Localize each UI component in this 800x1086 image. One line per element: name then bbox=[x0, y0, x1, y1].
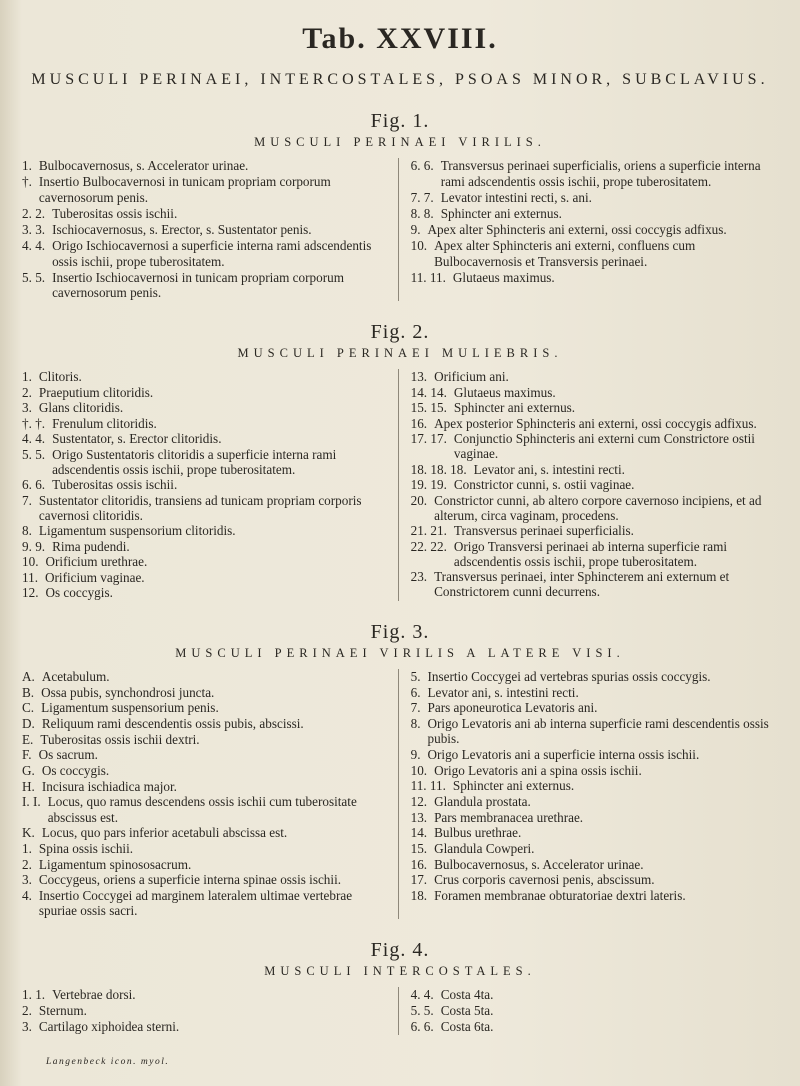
legend-text: Sphincter ani externus. bbox=[440, 205, 562, 221]
legend-item bbox=[411, 462, 782, 477]
legend-number: D. bbox=[22, 715, 35, 731]
figures-container bbox=[18, 110, 782, 1035]
legend-text: Bulbus urethrae. bbox=[434, 825, 522, 841]
legend-number: 20. bbox=[410, 492, 428, 508]
legend-number: 9. 9. bbox=[22, 538, 46, 554]
legend-column-left bbox=[22, 669, 398, 919]
legend-item bbox=[22, 888, 384, 918]
legend-number: 17. bbox=[410, 872, 428, 888]
legend-item bbox=[411, 493, 782, 523]
legend-number: 19. 19. bbox=[410, 477, 447, 493]
figure-title: Fig. 2. bbox=[370, 321, 430, 344]
legend-number: C. bbox=[22, 700, 35, 716]
legend-number: 5. bbox=[410, 668, 421, 684]
legend-item bbox=[22, 238, 384, 269]
legend-item bbox=[411, 190, 782, 206]
legend-number: A. bbox=[22, 668, 35, 684]
legend-number: 6. 6. bbox=[410, 158, 434, 173]
legend-item bbox=[411, 857, 782, 872]
legend-text: Constrictor cunni, ab altero corpore cavernoso incipiens, et ad alterum, circa vaginam, procedens. bbox=[434, 492, 762, 523]
legend-number: 1. bbox=[22, 369, 32, 385]
legend-text: Bulbocavernosus, s. Accelerator urinae. bbox=[434, 856, 644, 872]
legend-text: Tuberositas ossis ischii. bbox=[52, 477, 178, 493]
legend-text: Glandula prostata. bbox=[434, 793, 531, 809]
legend-item bbox=[22, 779, 384, 794]
legend-item bbox=[411, 270, 782, 286]
legend-number: 2. bbox=[22, 384, 32, 400]
legend-text: Foramen membranae obturatoriae dextri lateris. bbox=[434, 888, 686, 904]
legend-text: Rima pudendi. bbox=[52, 538, 130, 554]
legend-item bbox=[22, 369, 384, 384]
legend-text: Cartilago xiphoidea sterni. bbox=[38, 1019, 180, 1035]
legend-item bbox=[411, 158, 782, 189]
legend-text: Costa 5ta. bbox=[440, 1003, 494, 1019]
legend-text: Reliquum rami descendentis ossis pubis, abscissi. bbox=[41, 715, 304, 731]
legend-text: Orificium ani. bbox=[434, 369, 509, 385]
legend-text: Pars membranacea urethrae. bbox=[434, 809, 584, 825]
plate-title: Tab. XXVIII. bbox=[302, 22, 498, 55]
legend-item bbox=[411, 523, 782, 538]
legend-number: 16. bbox=[410, 856, 428, 872]
legend-number: 2. 2. bbox=[22, 205, 46, 221]
figure-section bbox=[18, 939, 782, 1035]
legend-number: 5. 5. bbox=[22, 269, 46, 285]
legend-text: Glandula Cowperi. bbox=[434, 841, 535, 857]
legend-number: 11. 11. bbox=[410, 778, 446, 794]
legend-item bbox=[22, 431, 384, 446]
legend-number: 9. bbox=[410, 746, 421, 762]
legend-number: 10. bbox=[410, 237, 428, 253]
legend-number: 9. bbox=[410, 221, 421, 237]
legend-number: 8. bbox=[22, 523, 32, 539]
legend-item bbox=[411, 539, 782, 569]
legend-item bbox=[411, 1003, 782, 1019]
legend-number: 8. bbox=[410, 715, 421, 731]
legend-item bbox=[411, 369, 782, 384]
legend-number: I. I. bbox=[22, 794, 41, 810]
legend-item bbox=[411, 477, 782, 492]
legend-item bbox=[22, 825, 384, 840]
legend-text: Transversus perinaei superficialis. bbox=[453, 523, 634, 539]
legend-text: Incisura ischiadica major. bbox=[41, 778, 177, 794]
legend-number: 6. bbox=[410, 684, 421, 700]
legend-text: Frenulum clitoridis. bbox=[52, 415, 157, 431]
legend-item bbox=[22, 585, 384, 600]
legend-item bbox=[22, 493, 384, 523]
legend-item bbox=[22, 447, 384, 477]
legend-text: Locus, quo ramus descendens ossis ischii cum tuberositate abscissus est. bbox=[47, 794, 357, 825]
legend-item bbox=[22, 539, 384, 554]
legend-text: Vertebrae dorsi. bbox=[52, 987, 136, 1003]
legend-item bbox=[22, 416, 384, 431]
legend-columns bbox=[18, 369, 782, 601]
legend-text: Ossa pubis, synchondrosi juncta. bbox=[41, 684, 215, 700]
legend-number: 1. bbox=[22, 158, 32, 173]
legend-item bbox=[411, 569, 782, 599]
legend-number: H. bbox=[22, 778, 35, 794]
legend-text: Praeputium clitoridis. bbox=[38, 384, 154, 400]
legend-number: 2. bbox=[22, 856, 32, 872]
figure-section bbox=[18, 321, 782, 601]
legend-text: Locus, quo pars inferior acetabuli abscissa est. bbox=[41, 825, 288, 841]
legend-item bbox=[22, 987, 384, 1003]
legend-text: Pars aponeurotica Levatoris ani. bbox=[427, 700, 598, 716]
legend-number: 6. 6. bbox=[410, 1019, 434, 1035]
legend-number: 5. 5. bbox=[22, 446, 46, 462]
legend-number: 3. bbox=[22, 400, 32, 416]
figure-subtitle: MUSCULI PERINAEI VIRILIS A LATERE VISI. bbox=[175, 645, 625, 660]
legend-item bbox=[22, 174, 384, 205]
legend-number: 23. bbox=[410, 569, 428, 585]
legend-number: 15. bbox=[410, 841, 428, 857]
legend-number: 7. bbox=[22, 492, 32, 508]
legend-text: Glans clitoridis. bbox=[38, 400, 124, 416]
legend-text: Levator ani, s. intestini recti. bbox=[473, 461, 625, 477]
legend-text: Insertio Coccygei ad vertebras spurias ossis coccygis. bbox=[427, 668, 711, 684]
legend-item bbox=[411, 716, 782, 746]
legend-item bbox=[22, 477, 384, 492]
legend-number: 10. bbox=[410, 762, 428, 778]
legend-number: 4. 4. bbox=[410, 987, 434, 1003]
legend-item bbox=[22, 794, 384, 824]
legend-number: 4. 4. bbox=[22, 431, 46, 447]
legend-number: 10. bbox=[22, 554, 39, 570]
legend-text: Tuberositas ossis ischii. bbox=[52, 205, 178, 221]
legend-number: 1. 1. bbox=[22, 987, 46, 1003]
figure-subtitle: MUSCULI PERINAEI MULIEBRIS. bbox=[237, 346, 563, 361]
legend-number: 22. 22. bbox=[410, 538, 447, 554]
legend-columns bbox=[18, 669, 782, 919]
legend-item bbox=[411, 669, 782, 684]
legend-text: Apex posterior Sphincteris ani externi, ossi coccygis adfixus. bbox=[434, 415, 757, 431]
legend-item bbox=[22, 763, 384, 778]
legend-number: 11. bbox=[22, 569, 38, 585]
legend-number: 16. bbox=[410, 415, 428, 431]
legend-text: Os coccygis. bbox=[41, 763, 110, 779]
legend-item bbox=[22, 158, 384, 174]
legend-item bbox=[411, 685, 782, 700]
legend-item bbox=[411, 400, 782, 415]
legend-item bbox=[411, 238, 782, 269]
legend-item bbox=[22, 222, 384, 238]
legend-item bbox=[22, 857, 384, 872]
legend-text: Origo Transversi perinaei ab interna superficie rami adscendentis ossis ischii, prope tuberositatem. bbox=[453, 538, 728, 569]
legend-text: Sphincter ani externus. bbox=[452, 778, 575, 794]
legend-text: Clitoris. bbox=[38, 369, 82, 385]
legend-number: 17. 17. bbox=[410, 431, 447, 447]
legend-item bbox=[411, 763, 782, 778]
legend-column-left bbox=[22, 987, 398, 1035]
legend-item bbox=[411, 700, 782, 715]
legend-number: 12. bbox=[410, 793, 428, 809]
legend-text: Costa 4ta. bbox=[440, 987, 494, 1003]
legend-text: Origo Levatoris ani a superficie interna ossis ischii. bbox=[427, 746, 700, 762]
legend-item bbox=[411, 222, 782, 238]
legend-number: E. bbox=[22, 731, 34, 747]
legend-text: Constrictor cunni, s. ostii vaginae. bbox=[453, 477, 635, 493]
legend-text: Origo Levatoris ani a spina ossis ischii. bbox=[434, 762, 642, 778]
figure-section bbox=[18, 621, 782, 919]
legend-text: Ligamentum suspensorium clitoridis. bbox=[38, 523, 236, 539]
legend-text: Levator ani, s. intestini recti. bbox=[427, 684, 579, 700]
legend-column-right bbox=[398, 669, 782, 919]
legend-item bbox=[411, 416, 782, 431]
legend-item bbox=[22, 747, 384, 762]
footer-credit: Langenbeck icon. myol. bbox=[46, 1057, 170, 1068]
legend-item bbox=[22, 716, 384, 731]
legend-text: Orificium vaginae. bbox=[45, 569, 145, 585]
legend-item bbox=[22, 1019, 384, 1035]
legend-number: 4. bbox=[22, 888, 32, 904]
legend-number: 3. 3. bbox=[22, 221, 46, 237]
legend-item bbox=[411, 794, 782, 809]
legend-number: †. †. bbox=[22, 415, 46, 431]
legend-item bbox=[22, 554, 384, 569]
legend-text: Ligamentum suspensorium penis. bbox=[41, 700, 219, 716]
legend-text: Insertio Bulbocavernosi in tunicam propriam corporum cavernosorum penis. bbox=[38, 174, 331, 205]
legend-text: Apex alter Sphincteris ani externi, confluens cum Bulbocavernosis et Transversis perinaei. bbox=[434, 237, 696, 269]
legend-column-right bbox=[398, 987, 782, 1035]
legend-item bbox=[411, 872, 782, 887]
legend-number: 18. 18. 18. bbox=[410, 461, 467, 477]
legend-number: 6. 6. bbox=[22, 477, 46, 493]
legend-text: Tuberositas ossis ischii dextri. bbox=[40, 731, 200, 747]
legend-number: 7. 7. bbox=[410, 189, 434, 205]
legend-number: 7. bbox=[410, 700, 421, 716]
legend-text: Levator intestini recti, s. ani. bbox=[440, 189, 592, 205]
legend-item bbox=[22, 570, 384, 585]
legend-item bbox=[22, 732, 384, 747]
legend-number: 4. 4. bbox=[22, 237, 46, 253]
figure-title: Fig. 1. bbox=[370, 110, 430, 132]
legend-number: K. bbox=[22, 825, 35, 841]
legend-text: Ligamentum spinososacrum. bbox=[38, 856, 192, 872]
legend-text: Apex alter Sphincteris ani externi, ossi coccygis adfixus. bbox=[427, 221, 727, 237]
legend-number: †. bbox=[22, 174, 32, 190]
legend-text: Coccygeus, oriens a superficie interna spinae ossis ischii. bbox=[38, 872, 342, 888]
legend-column-left bbox=[22, 369, 398, 601]
legend-item bbox=[411, 1019, 782, 1035]
legend-text: Origo Sustentatoris clitoridis a superficie interna rami adscendentis ossis ischii, prope tuberositatem. bbox=[52, 446, 337, 477]
legend-text: Os sacrum. bbox=[38, 747, 98, 763]
legend-text: Bulbocavernosus, s. Accelerator urinae. bbox=[38, 158, 249, 173]
legend-text: Sphincter ani externus. bbox=[453, 400, 576, 416]
legend-column-right bbox=[398, 369, 782, 601]
legend-item bbox=[411, 747, 782, 762]
legend-text: Sternum. bbox=[38, 1003, 87, 1019]
legend-text: Transversus perinaei, inter Sphincterem ani externum et Constrictorem cunni decurrens. bbox=[434, 569, 730, 600]
legend-number: F. bbox=[22, 747, 32, 763]
legend-text: Sustentator clitoridis, transiens ad tunicam propriam corporis cavernosi clitoridis. bbox=[38, 492, 362, 523]
legend-column-left bbox=[22, 158, 398, 301]
legend-number: 18. bbox=[410, 888, 428, 904]
legend-columns bbox=[18, 158, 782, 301]
legend-number: 14. bbox=[410, 825, 428, 841]
legend-item bbox=[22, 669, 384, 684]
legend-text: Origo Ischiocavernosi a superficie interna rami adscendentis ossis ischii, prope tuberositatem. bbox=[52, 237, 372, 269]
legend-number: 13. bbox=[410, 369, 428, 385]
legend-item bbox=[22, 523, 384, 538]
legend-number: 2. bbox=[22, 1003, 32, 1019]
legend-item bbox=[22, 872, 384, 887]
legend-text: Sustentator, s. Erector clitoridis. bbox=[52, 431, 222, 447]
figure-subtitle: MUSCULI PERINAEI VIRILIS. bbox=[254, 135, 546, 149]
legend-item bbox=[22, 700, 384, 715]
legend-text: Conjunctio Sphincteris ani externi cum Constrictore ostii vaginae. bbox=[453, 431, 755, 462]
figure-title: Fig. 3. bbox=[370, 620, 430, 643]
legend-item bbox=[411, 987, 782, 1003]
legend-text: Transversus perinaei superficialis, oriens a superficie interna rami adscendentis ossis ischii, prope tuberositatem. bbox=[440, 158, 761, 189]
legend-number: 11. 11. bbox=[410, 269, 446, 285]
legend-text: Spina ossis ischii. bbox=[38, 841, 134, 857]
legend-text: Glutaeus maximus. bbox=[452, 269, 555, 285]
figure-title: Fig. 4. bbox=[370, 939, 430, 962]
legend-item bbox=[411, 810, 782, 825]
legend-item bbox=[411, 431, 782, 461]
legend-item bbox=[411, 206, 782, 222]
legend-item bbox=[411, 825, 782, 840]
legend-number: 3. bbox=[22, 1019, 32, 1035]
figure-section bbox=[18, 110, 782, 301]
legend-text: Glutaeus maximus. bbox=[453, 384, 556, 400]
legend-item bbox=[22, 685, 384, 700]
figure-subtitle: MUSCULI INTERCOSTALES. bbox=[264, 964, 536, 979]
legend-item bbox=[22, 385, 384, 400]
legend-item bbox=[22, 841, 384, 856]
legend-item bbox=[411, 385, 782, 400]
legend-item bbox=[411, 778, 782, 793]
legend-number: 21. 21. bbox=[410, 523, 447, 539]
legend-item bbox=[22, 400, 384, 415]
legend-number: 5. 5. bbox=[410, 1003, 434, 1019]
legend-text: Ischiocavernosus, s. Erector, s. Sustentator penis. bbox=[52, 221, 312, 237]
legend-number: 8. 8. bbox=[410, 205, 434, 221]
legend-text: Costa 6ta. bbox=[440, 1019, 494, 1035]
legend-column-right bbox=[398, 158, 782, 301]
legend-number: 1. bbox=[22, 841, 32, 857]
legend-text: Insertio Ischiocavernosi in tunicam propriam corporum cavernosorum penis. bbox=[52, 269, 344, 301]
legend-number: G. bbox=[22, 763, 35, 779]
legend-item bbox=[22, 206, 384, 222]
legend-number: 14. 14. bbox=[410, 384, 447, 400]
legend-item bbox=[411, 841, 782, 856]
legend-number: 13. bbox=[410, 809, 428, 825]
legend-item bbox=[411, 888, 782, 903]
legend-text: Origo Levatoris ani ab interna superficie rami descendentis ossis pubis. bbox=[427, 715, 769, 747]
legend-text: Crus corporis cavernosi penis, abscissum. bbox=[434, 872, 655, 888]
legend-item bbox=[22, 1003, 384, 1019]
legend-text: Orificium urethrae. bbox=[45, 554, 148, 570]
legend-text: Os coccygis. bbox=[45, 585, 113, 601]
legend-number: 15. 15. bbox=[410, 400, 447, 416]
legend-text: Insertio Coccygei ad marginem lateralem ultimae vertebrae spuriae ossis sacri. bbox=[38, 888, 353, 919]
legend-number: 3. bbox=[22, 872, 32, 888]
legend-number: 12. bbox=[22, 585, 39, 601]
legend-columns bbox=[18, 987, 782, 1035]
main-heading: MUSCULI PERINAEI, INTERCOSTALES, PSOAS MINOR, SUBCLAVIUS. bbox=[31, 71, 769, 88]
legend-item bbox=[22, 270, 384, 301]
legend-text: Acetabulum. bbox=[41, 668, 110, 684]
legend-number: B. bbox=[22, 684, 35, 700]
